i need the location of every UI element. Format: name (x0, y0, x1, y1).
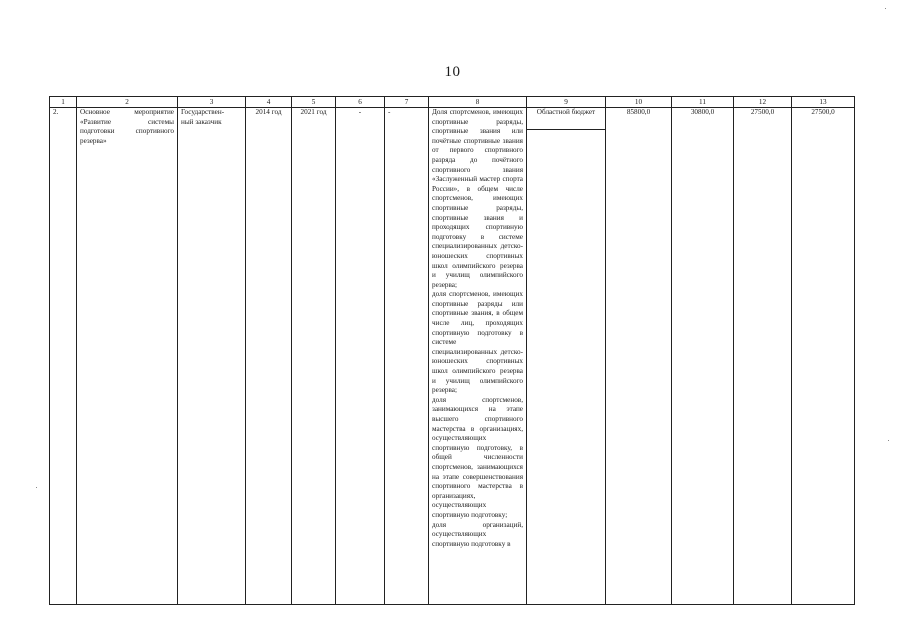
start-year: 2014 год (255, 108, 282, 116)
indicators-text: Доля спортсменов, имеющих спортивные разряды, спортивные звания или почётные спортивные звания от первого спортивного разряда до почётного спортивного звания «Заслуженный мастер спорта России», в общем числе спортсменов, имеющих спортивные разряды, спортивные звания и проходящих спортивную подготовку в системе специализированных детско-юношеских спортивных школ олимпийского резерва и училищ олимпийского резерва; доля спортсменов, имеющих спортивные разряды или спортивные звания, в общем числе лиц, проходящих спортивную подготовку в системе специализированных детско-юношеских спортивных школ олимпийского резерва и училищ олимпийского резерва; доля спортсменов, занимающихся на этапе высшего спортивного мастерства в организациях, осуществляющих спортивную подготовку, в общей численности спортсменов, занимающихся на этапе совершенствования спортивного мастерства в организациях, осуществляющих спортивную подготовку; доля организаций, осуществляющих спортивную подготовку в (432, 108, 523, 548)
funding-year-3: 27500,0 (811, 108, 835, 116)
column-6-value: - (358, 108, 362, 116)
program-table (49, 96, 855, 605)
column-header-13: 13 (792, 97, 855, 108)
customer-cell (178, 108, 246, 605)
page-number: 10 (444, 64, 461, 80)
column-header-8: 8 (429, 97, 527, 108)
column-7-cell (385, 108, 429, 605)
column-header-7: 7 (385, 97, 429, 108)
column-header-11: 11 (672, 97, 734, 108)
column-7-value: - (388, 108, 391, 116)
scan-speck (885, 8, 886, 9)
customer-name: Государствен- ный заказчик (181, 108, 225, 126)
table-row (50, 108, 855, 605)
total-funding: 85800,0 (626, 108, 651, 116)
funding-source-cell (527, 108, 606, 605)
scan-speck (36, 487, 37, 488)
column-6-cell (336, 108, 385, 605)
row-number-cell (50, 108, 77, 605)
column-header-6: 6 (336, 97, 385, 108)
funding-year-3-cell (792, 108, 855, 605)
funding-year-2: 27500,0 (750, 108, 775, 116)
column-header-9: 9 (527, 97, 606, 108)
scan-speck (888, 440, 889, 441)
row-number: 2. (53, 108, 59, 116)
funding-source: Областной бюджет (527, 108, 605, 130)
column-header-12: 12 (734, 97, 792, 108)
indicators-cell (429, 108, 527, 605)
total-funding-cell (606, 108, 672, 605)
measure-cell (77, 108, 178, 605)
measure-name: Основное мероприятие «Развитие системы подготовки спортивного резерва» (80, 108, 174, 145)
column-header-10: 10 (606, 97, 672, 108)
column-header-5: 5 (292, 97, 336, 108)
end-year-cell (292, 108, 336, 605)
header-row (50, 97, 855, 108)
start-year-cell (246, 108, 292, 605)
column-header-4: 4 (246, 97, 292, 108)
funding-year-2-cell (734, 108, 792, 605)
funding-year-1-cell (672, 108, 734, 605)
column-header-2: 2 (77, 97, 178, 108)
end-year: 2021 год (300, 108, 327, 116)
column-header-1: 1 (50, 97, 77, 108)
column-header-3: 3 (178, 97, 246, 108)
funding-year-1: 30800,0 (690, 108, 715, 116)
